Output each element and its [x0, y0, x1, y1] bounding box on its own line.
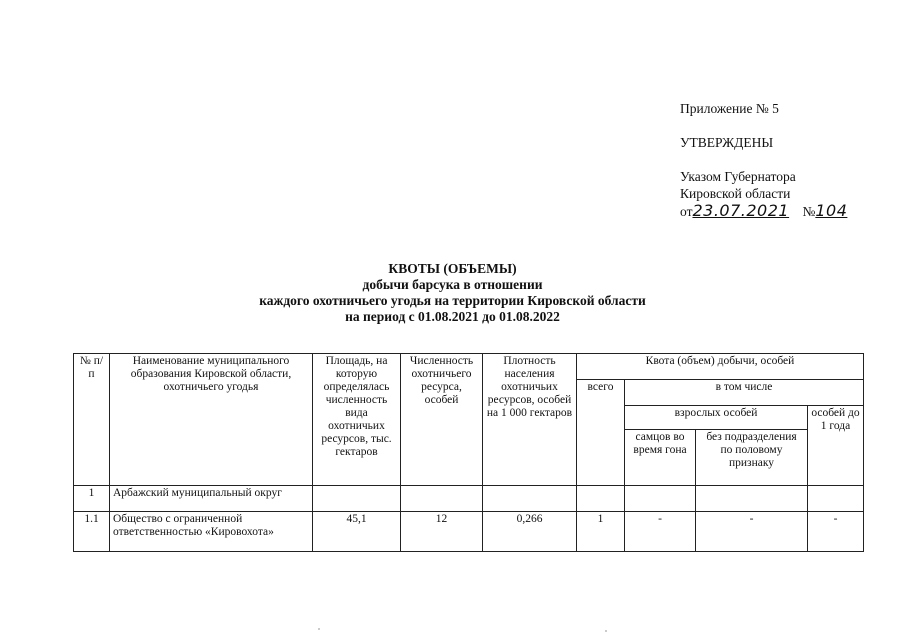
- header-density: Плотность населения охотничьих ресурсов, особей на 1 000 гектаров: [483, 354, 577, 486]
- table-row: 1.1 Общество с ограниченной ответственностью «Кировохота» 45,1 12 0,266 1 - - -: [74, 512, 864, 552]
- handwritten-date: 23.07.2021: [692, 201, 790, 220]
- title-line-3: каждого охотничьего угодья на территории Кировской области: [259, 293, 646, 308]
- header-males: самцов во время гона: [625, 430, 696, 486]
- region-label: Кировской области: [680, 186, 791, 201]
- header-including: в том числе: [625, 380, 864, 406]
- document-title: [0, 261, 905, 325]
- decree-date-line: от23.07.2021 №104: [680, 201, 848, 220]
- header-total: всего: [577, 380, 625, 486]
- appendix-label: Приложение № 5: [680, 101, 779, 116]
- header-quota: Квота (объем) добычи, особей: [577, 354, 864, 380]
- title-line-4: на период с 01.08.2021 до 01.08.2022: [345, 309, 560, 324]
- title-line-2: добычи барсука в отношении: [362, 277, 543, 292]
- header-adults: взрослых особей: [625, 406, 808, 430]
- quota-table: [73, 353, 864, 552]
- title-line-1: КВОТЫ (ОБЪЕМЫ): [388, 261, 517, 276]
- header-num: № п/п: [74, 354, 110, 486]
- scan-speck: [318, 628, 320, 630]
- header-name: Наименование муниципального образования Кировской области, охотничьего угодья: [110, 354, 313, 486]
- scan-speck: [605, 630, 607, 632]
- header-count: Численность охотничьего ресурса, особей: [401, 354, 483, 486]
- table-row: 1 Арбажский муниципальный округ: [74, 486, 864, 512]
- decree-label: Указом Губернатора: [680, 169, 796, 184]
- header-area: Площадь, на которую определялась численность вида охотничьих ресурсов, тыс. гектаров: [313, 354, 401, 486]
- header-nosex: без подразделения по половому признаку: [696, 430, 808, 486]
- approval-block: [680, 100, 900, 220]
- header-under1: особей до 1 года: [808, 406, 864, 486]
- handwritten-number: 104: [815, 201, 848, 220]
- approved-label: УТВЕРЖДЕНЫ: [680, 135, 774, 150]
